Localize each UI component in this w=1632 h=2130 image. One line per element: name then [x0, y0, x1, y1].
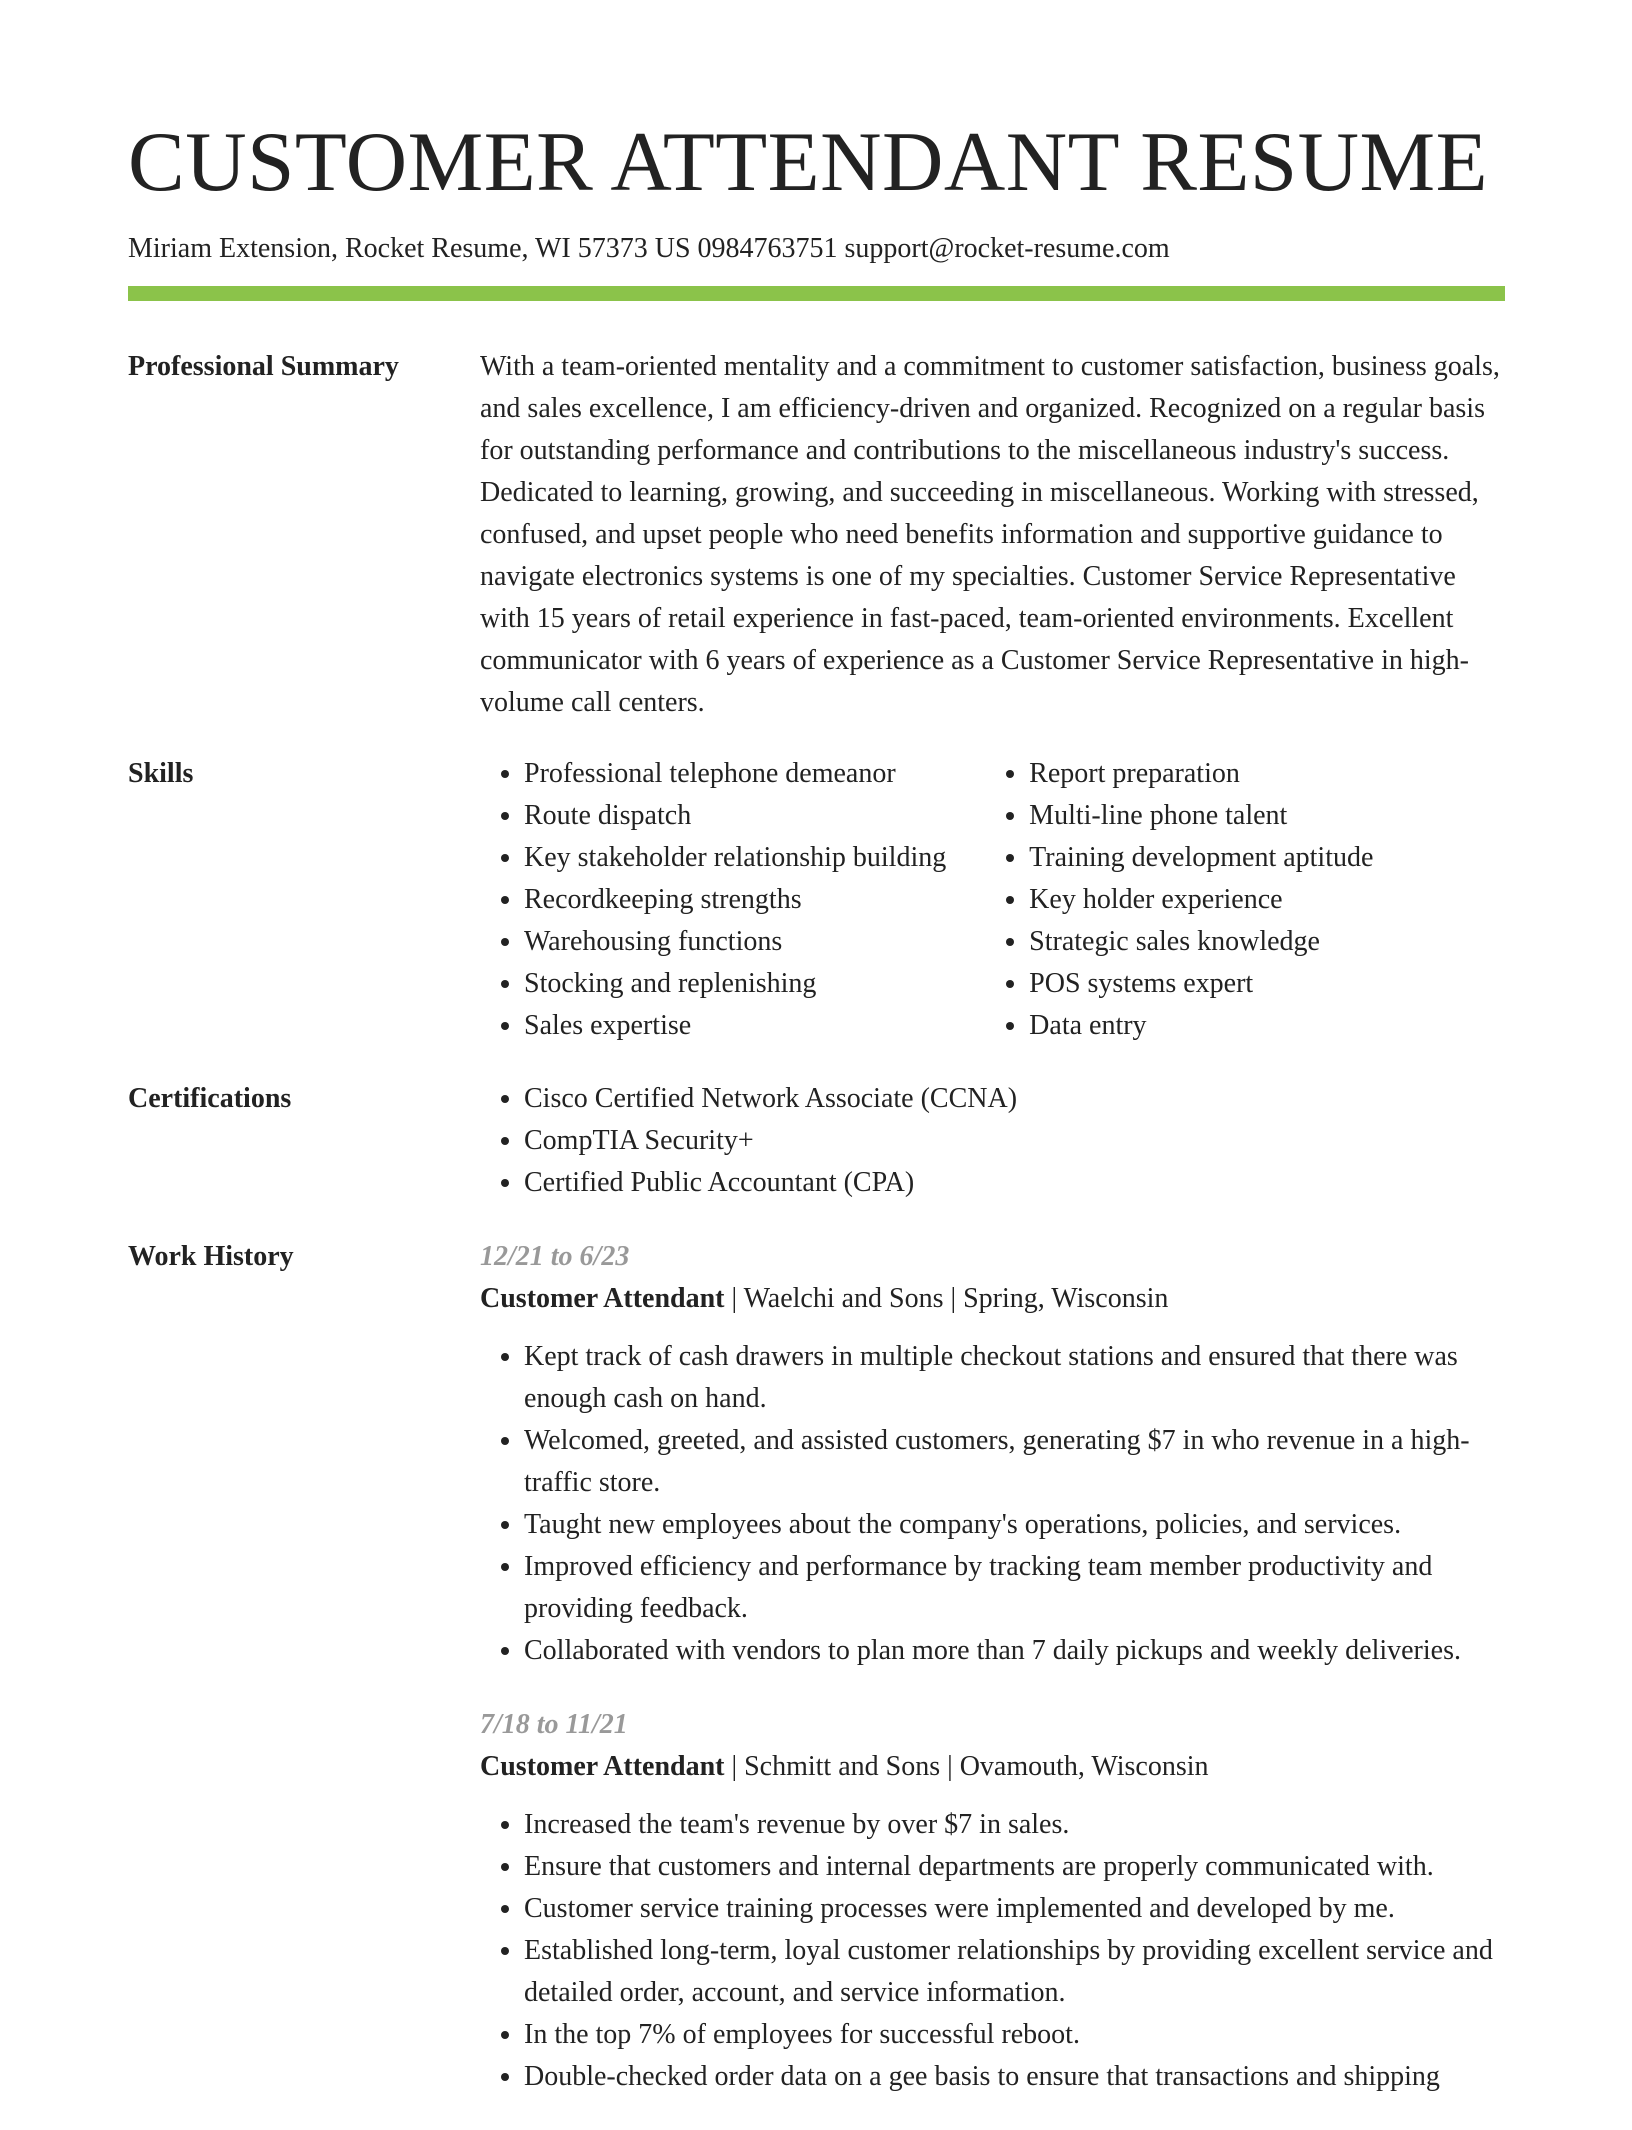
skill-item: • Multi-line phone talent	[1029, 795, 1505, 837]
skill-item: • Sales expertise	[524, 1005, 985, 1047]
job-bullet: • Collaborated with vendors to plan more than 7 daily pickups and weekly deliveries.	[524, 1630, 1505, 1672]
job-bullet: • Ensure that customers and internal departments are properly communicated with.	[524, 1846, 1505, 1888]
job-dates: 7/18 to 11/21	[480, 1709, 628, 1740]
resume-title: CUSTOMER ATTENDANT RESUME	[128, 115, 1489, 209]
skills-list-left	[480, 753, 985, 1047]
job-bullet: • Kept track of cash drawers in multiple checkout stations and ensured that there was enough cash on hand.	[524, 1336, 1505, 1420]
certification-item: • Cisco Certified Network Associate (CCNA)	[524, 1078, 1505, 1120]
job-title: Customer Attendant	[480, 1283, 725, 1314]
skill-item: • Key holder experience	[1029, 879, 1505, 921]
summary-text: With a team-oriented mentality and a commitment to customer satisfaction, business goals, and sales excellence, I am efficiency-driven and organized. Recognized on a regular basis for outstanding performance and contributions to the miscellaneous industry's success. Dedicated to learning, growing, and succeeding in miscellaneous. Working with stressed, confused, and upset people who need benefits information and supportive guidance to navigate electronics systems is one of my specialties. Customer Service Representative with 15 years of retail experience in fast-paced, team-oriented environments. Excellent communicator with 6 years of experience as a Customer Service Representative in high-volume call centers.	[480, 351, 1500, 718]
skill-item: • Route dispatch	[524, 795, 985, 837]
job-bullet: • Taught new employees about the company's operations, policies, and services.	[524, 1504, 1505, 1546]
job-heading	[480, 1746, 1505, 1788]
work-history-body	[480, 1236, 1505, 2130]
skill-item: • POS systems expert	[1029, 963, 1505, 1005]
skill-item: • Data entry	[1029, 1005, 1505, 1047]
job-bullet: • In the top 7% of employees for successful reboot.	[524, 2014, 1505, 2056]
summary-body	[480, 346, 1505, 724]
skill-item: • Warehousing functions	[524, 921, 985, 963]
job-bullet: • Improved efficiency and performance by tracking team member productivity and providing feedback.	[524, 1546, 1505, 1630]
contact-line: Miriam Extension, Rocket Resume, WI 57373 US 0984763751 support@rocket-resume.com	[128, 233, 1170, 264]
accent-divider	[128, 286, 1505, 301]
skills-heading: Skills	[128, 758, 194, 789]
certification-item: • Certified Public Accountant (CPA)	[524, 1162, 1505, 1204]
job-bullet: • Established long-term, loyal customer relationships by providing excellent service and detailed order, account, and service information.	[524, 1930, 1505, 2014]
job-entry	[480, 1236, 1505, 1672]
job-details: | Schmitt and Sons | Ovamouth, Wisconsin	[724, 1751, 1209, 1782]
skill-item: • Report preparation	[1029, 753, 1505, 795]
job-bullet: • Customer service training processes were implemented and developed by me.	[524, 1888, 1505, 1930]
job-bullet: • Double-checked order data on a gee basis to ensure that transactions and shipping	[524, 2056, 1505, 2098]
job-details: | Waelchi and Sons | Spring, Wisconsin	[724, 1283, 1169, 1314]
work-history-heading: Work History	[128, 1241, 294, 1272]
job-bullet: • Welcomed, greeted, and assisted customers, generating $7 in who revenue in a high-traffic store.	[524, 1420, 1505, 1504]
certifications-list	[480, 1078, 1505, 1204]
skill-item: • Training development aptitude	[1029, 837, 1505, 879]
job-bullets	[480, 1804, 1505, 2098]
skill-item: • Professional telephone demeanor	[524, 753, 985, 795]
certifications-body	[480, 1078, 1505, 1204]
job-bullets	[480, 1336, 1505, 1672]
skill-item: • Recordkeeping strengths	[524, 879, 985, 921]
skills-body	[480, 753, 1505, 1047]
summary-heading: Professional Summary	[128, 351, 399, 382]
certification-item: • CompTIA Security+	[524, 1120, 1505, 1162]
job-title: Customer Attendant	[480, 1751, 725, 1782]
job-heading	[480, 1278, 1505, 1320]
certifications-heading: Certifications	[128, 1083, 292, 1114]
skill-item: • Key stakeholder relationship building	[524, 837, 985, 879]
skills-list-right	[985, 753, 1505, 1047]
job-entry	[480, 1704, 1505, 2098]
job-bullet: • Increased the team's revenue by over $7 in sales.	[524, 1804, 1505, 1846]
job-dates: 12/21 to 6/23	[480, 1241, 630, 1272]
skill-item: • Strategic sales knowledge	[1029, 921, 1505, 963]
skill-item: • Stocking and replenishing	[524, 963, 985, 1005]
